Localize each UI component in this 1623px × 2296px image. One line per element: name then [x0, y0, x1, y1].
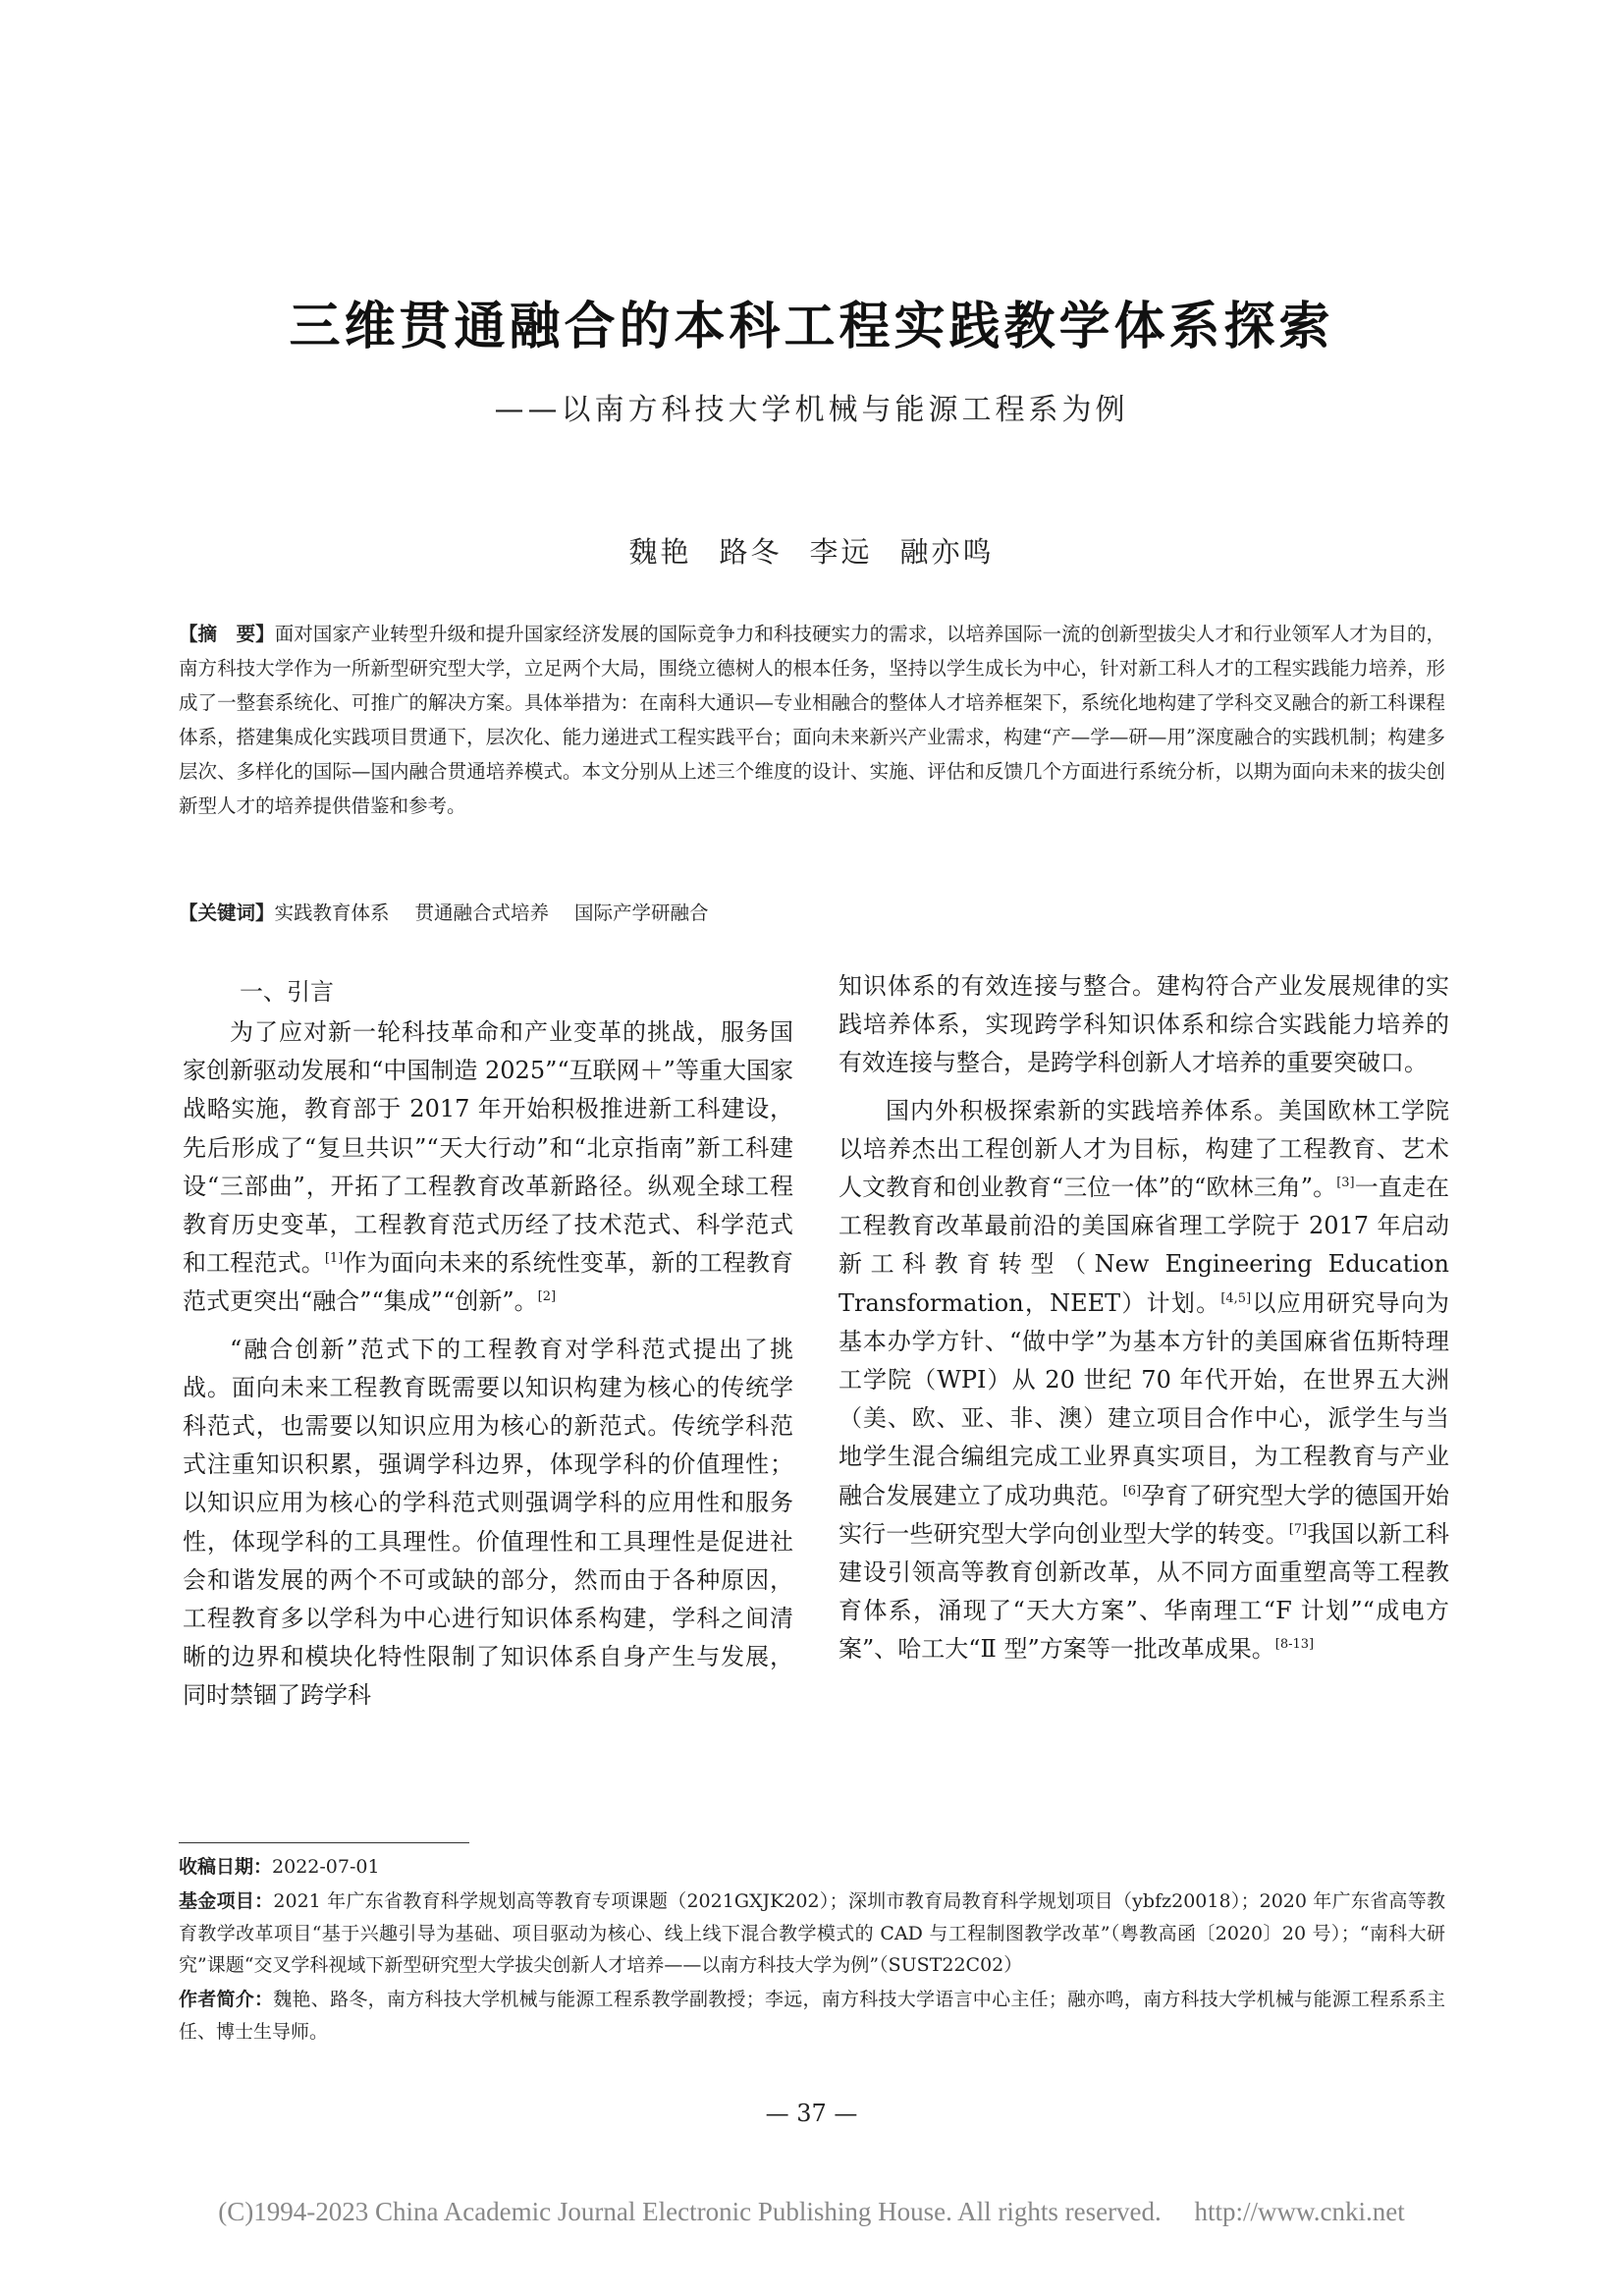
citation-ref: [4,5] [1220, 1290, 1252, 1306]
paragraph-text: 孕育了研究型大学的德国开始实行一些研究型大学向创业型大学的转变。 [839, 1481, 1450, 1548]
footnote-label: 收稿日期： [179, 1856, 273, 1878]
paragraph [183, 1013, 793, 1322]
paragraph-text: 以应用研究导向为基本办学方针、“做中学”为基本方针的美国麻省伍斯特理工学院（WPI）从 20 世纪 70 年代开始，在世界五大洲（美、欧、亚、非、澳）建立项目合作中心，派学生与当地学生混合编组完成工业界真实项目，为工程教育与产业融合发展建立了成功典范。 [839, 1288, 1449, 1509]
keywords-label: 【关键词】 [179, 902, 275, 924]
footnote-text: 2022-07-01 [272, 1856, 380, 1878]
paragraph-text: 我国以新工科建设引领高等教育创新改革，从不同方面重塑高等工程教育体系，涌现了“天大方案”、华南理工“F 计划”“成电方案”、哈工大“Ⅱ 型”方案等一批改革成果。 [839, 1519, 1449, 1664]
page-number: — 37 — [765, 2100, 858, 2127]
author-name: 融亦鸣 [899, 535, 995, 569]
keywords [179, 896, 1445, 930]
author-list [0, 530, 1623, 571]
keyword: 实践教育体系 [274, 902, 390, 924]
footnotes [179, 1851, 1445, 2049]
author-name: 魏艳 [628, 535, 692, 569]
footnote-label: 作者简介： [179, 1989, 274, 2011]
paragraph [839, 1092, 1449, 1669]
citation-ref: [6] [1122, 1483, 1142, 1499]
footnote-label: 基金项目： [179, 1889, 274, 1912]
footnote-fund [179, 1886, 1445, 1982]
abstract-label: 【摘 要】 [179, 623, 275, 645]
citation-ref: [8-13] [1274, 1637, 1315, 1653]
body-column-left [183, 974, 793, 1716]
paper-subtitle: ——以南方科技大学机械与能源工程系为例 [494, 393, 1129, 427]
keyword: 国际产学研融合 [574, 902, 709, 924]
footnote-divider [179, 1842, 469, 1843]
abstract-text: 面对国家产业转型升级和提升国家经济发展的国际竞争力和科技硬实力的需求，以培养国际一流的创新型拔尖人才和行业领军人才为目的，南方科技大学作为一所新型研究型大学，立足两个大局，围绕立德树人的根本任务，坚持以学生成长为中心，针对新工科人才的工程实践能力培养，形成了一整套系统化、可推广的解决方案。具体举措为：在南科大通识—专业相融合的整体人才培养框架下，系统化地构建了学科交叉融合的新工科课程体系，搭建集成化实践项目贯通下，层次化、能力递进式工程实践平台；面向未来新兴产业需求，构建“产—学—研—用”深度融合的实践机制；构建多层次、多样化的国际—国内融合贯通培养模式。本文分别从上述三个维度的设计、实施、评估和反馈几个方面进行系统分析，以期为面向未来的拔尖创新型人才的培养提供借鉴和参考。 [179, 623, 1445, 817]
footnote-received [179, 1851, 1445, 1884]
paper-title: 三维贯通融合的本科工程实践教学体系探索 [289, 298, 1334, 356]
paragraph: “融合创新”范式下的工程教育对学科范式提出了挑战。面向未来工程教育既需要以知识构建为核心的传统学科范式，也需要以知识应用为核心的新范式。传统学科范式注重知识积累，强调学科边界，体现学科的价值理性；以知识应用为核心的学科范式则强调学科的应用性和服务性，体现学科的工具理性。价值理性和工具理性是促进社会和谐发展的两个不可或缺的部分，然而由于各种原因，工程教育多以学科为中心进行知识体系构建，学科之间清晰的边界和模块化特性限制了知识体系自身产生与发展，同时禁锢了跨学科 [183, 1335, 793, 1710]
citation-ref: [7] [1288, 1521, 1308, 1537]
footnote-text: 魏艳、路冬，南方科技大学机械与能源工程系教学副教授；李远，南方科技大学语言中心主任；融亦鸣，南方科技大学机械与能源工程系系主任、博士生导师。 [179, 1989, 1445, 2043]
paragraph: 知识体系的有效连接与整合。建构符合产业发展规律的实践培养体系，实现跨学科知识体系和综合实践能力培养的有效连接与整合，是跨学科创新人才培养的重要突破口。 [839, 972, 1449, 1077]
section-heading: 一、引言 [240, 978, 334, 1006]
paragraph-text: 作为面向未来的系统性变革，新的工程教育范式更突出“融合”“集成”“创新”。 [183, 1249, 793, 1316]
citation-ref: [3] [1336, 1175, 1355, 1191]
keyword: 贯通融合式培养 [414, 902, 550, 924]
citation-ref: [2] [537, 1289, 557, 1305]
abstract [179, 617, 1445, 823]
paragraph-text: 为了应对新一轮科技革命和产业变革的挑战，服务国家创新驱动发展和“中国制造 2025”“互联网＋”等重大国家战略实施，教育部于 2017 年开始积极推进新工科建设，先后形成了“复旦共识”“天大行动”和“北京指南”新工科建设“三部曲”，开拓了工程教育改革新路径。纵观全球工程教育历史变革，工程教育范式历经了技术范式、科学范式和工程范式。 [183, 1018, 793, 1278]
author-name: 李远 [809, 535, 873, 569]
body-column-right [839, 967, 1449, 1669]
author-name: 路冬 [719, 535, 783, 569]
footnote-text: 2021 年广东省教育科学规划高等教育专项课题（2021GXJK202）；深圳市教育局教育科学规划项目（ybfz20018）；2020 年广东省高等教育教学改革项目“基于兴趣引导为基础、项目驱动为核心、线上线下混合教学模式的 CAD 与工程制图教学改革”（粤教高函〔2020〕20 号）；“南科大研究”课题“交叉学科视域下新型研究型大学拔尖创新人才培养——以南方科技大学为例”（SUST22C02） [179, 1889, 1445, 1977]
copyright-notice: (C)1994-2023 China Academic Journal Electronic Publishing House. All rights reserved. http://www.cnki.net [218, 2197, 1405, 2226]
footnote-author [179, 1984, 1445, 2049]
paragraph-text: 一直走在工程教育改革最前沿的美国麻省理工学院于 2017 年启动新工科教育转型（New Engineering Education Transformation，NEET）计划。 [839, 1174, 1450, 1317]
paragraph-text: 国内外积极探索新的实践培养体系。美国欧林工学院以培养杰出工程创新人才为目标，构建了工程教育、艺术人文教育和创业教育“三位一体”的“欧林三角”。 [839, 1096, 1449, 1202]
citation-ref: [1] [324, 1251, 344, 1267]
